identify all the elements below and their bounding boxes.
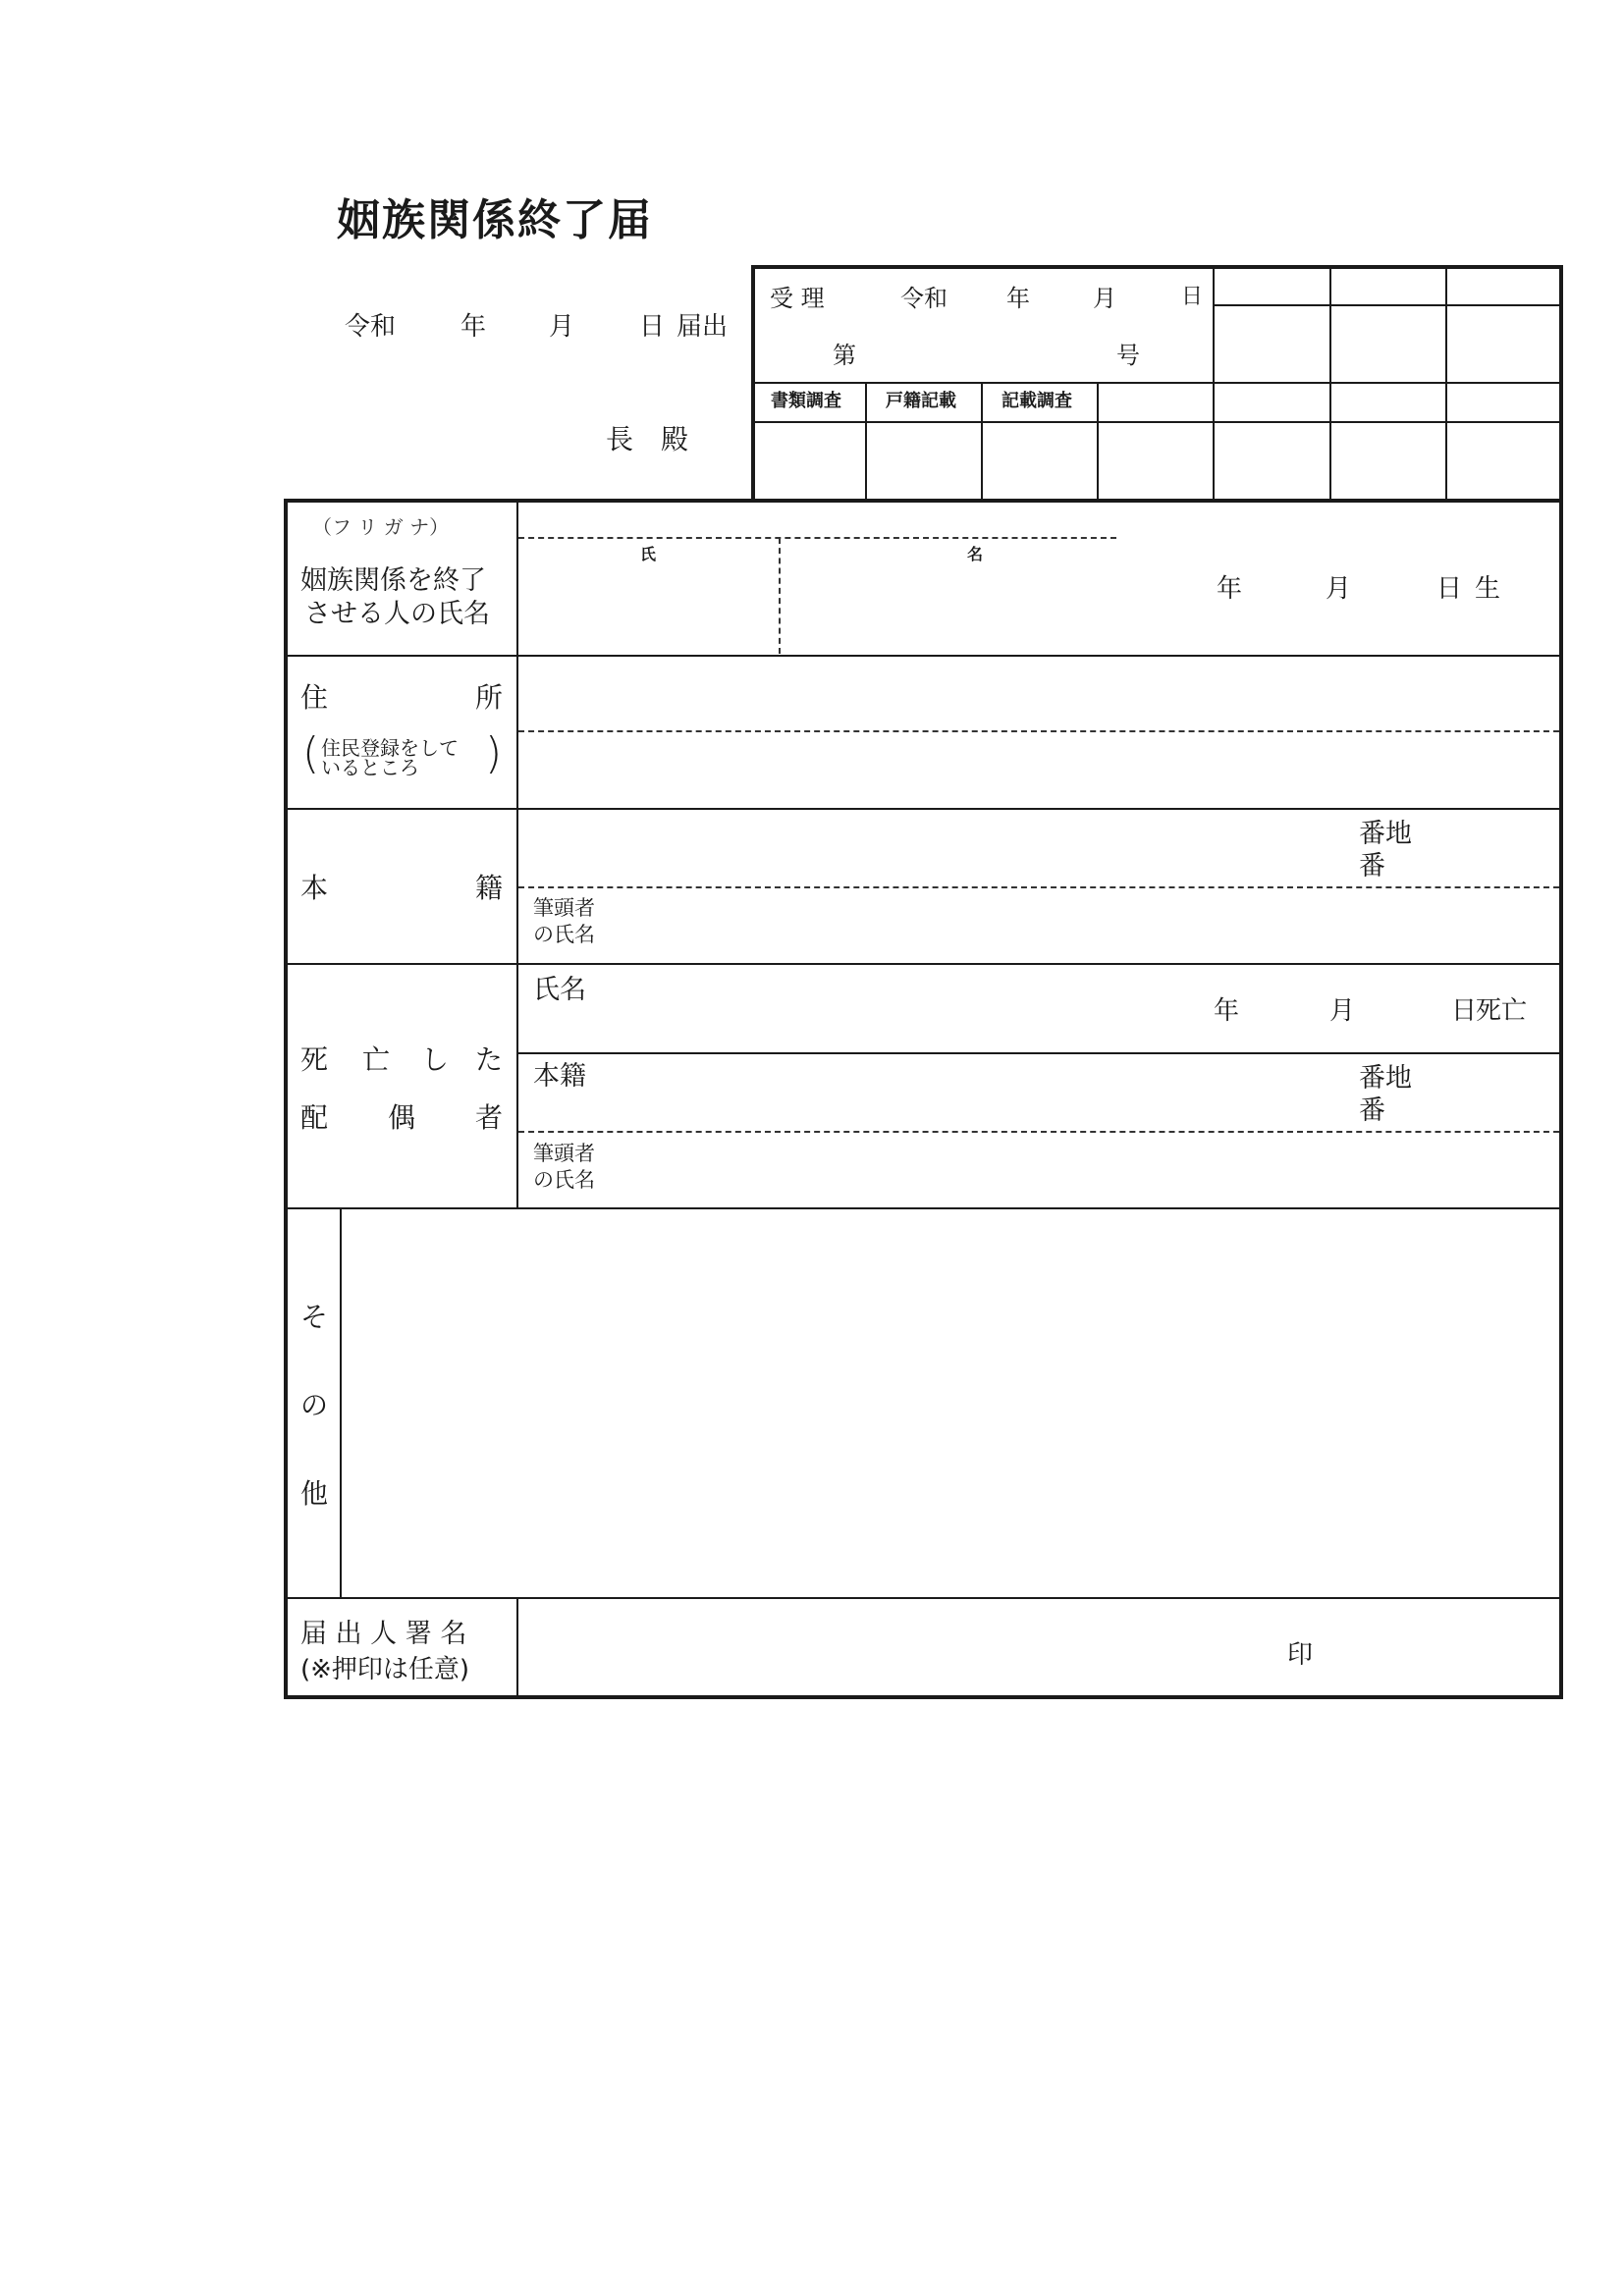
filing-era: 令和	[345, 312, 397, 342]
received-number-suffix: 号	[1116, 342, 1140, 369]
received-day-label: 日	[1181, 285, 1204, 309]
address-sub-line2: いるところ	[321, 756, 419, 779]
seal-mark: 印	[1287, 1640, 1314, 1670]
birth-suffix: 生	[1475, 574, 1501, 604]
signature-label-line2: (※押印は任意)	[300, 1655, 470, 1684]
address-label-left: 住	[300, 681, 329, 714]
address-input-line1[interactable]	[520, 658, 1556, 728]
person-name-label-line1: 姻族関係を終了	[300, 565, 486, 596]
check-col-registry-entry: 戸籍記載	[886, 391, 956, 411]
birth-day-label: 日	[1436, 574, 1463, 604]
other-notes-textarea[interactable]	[344, 1210, 1556, 1595]
spouse-label-char: 配	[300, 1101, 329, 1134]
filing-month-label: 月	[549, 312, 575, 342]
surname-label: 氏	[640, 545, 657, 563]
signature-input[interactable]	[520, 1600, 1286, 1694]
spouse-name-input[interactable]	[520, 1006, 1208, 1050]
spouse-banchi-line1: 番地	[1359, 1063, 1412, 1094]
spouse-banchi-number-input[interactable]	[1419, 1055, 1556, 1129]
given-name-input[interactable]	[783, 565, 1116, 652]
death-date-year-input[interactable]	[1129, 987, 1213, 1036]
spouse-label-char: た	[475, 1043, 504, 1076]
check-cell-entry-review[interactable]	[983, 423, 1096, 498]
received-year-label: 年	[1006, 285, 1030, 312]
signature-label-line1: 届 出 人 署 名	[300, 1619, 467, 1649]
check-cell-document-review[interactable]	[754, 423, 864, 498]
address-sub-line1: 住民登録をして	[321, 736, 459, 760]
check-cell-registry-entry[interactable]	[867, 423, 980, 498]
given-name-label: 名	[967, 545, 984, 563]
honseki-head-label-line1: 筆頭者	[533, 896, 595, 920]
filing-year-input[interactable]	[403, 306, 457, 346]
other-label-char: の	[300, 1389, 329, 1421]
birth-year-input[interactable]	[1129, 564, 1227, 614]
spouse-label-char: 者	[475, 1101, 504, 1134]
death-year-label: 年	[1214, 996, 1240, 1026]
other-label-char: 他	[300, 1477, 329, 1510]
spouse-label-char: 偶	[388, 1101, 416, 1134]
spouse-label-char: 亡	[362, 1043, 391, 1076]
death-suffix: 死亡	[1476, 996, 1528, 1026]
birth-month-label: 月	[1326, 574, 1352, 604]
spouse-head-name-input[interactable]	[609, 1134, 1556, 1204]
filing-day-label: 日	[639, 312, 666, 342]
municipality-input[interactable]	[334, 417, 599, 461]
death-month-label: 月	[1329, 996, 1356, 1026]
honseki-banchi-line1: 番地	[1359, 819, 1412, 849]
spouse-head-label-line1: 筆頭者	[533, 1142, 595, 1165]
address-label-right: 所	[475, 681, 504, 714]
spouse-head-label-line2: の氏名	[533, 1168, 595, 1192]
received-era: 令和	[900, 285, 947, 312]
death-day-label: 日	[1451, 996, 1478, 1026]
honseki-banchi-number-input[interactable]	[1419, 811, 1556, 884]
addressee-honorific: 殿	[661, 423, 689, 455]
check-col-document-review: 書類調査	[771, 391, 841, 411]
furigana-input[interactable]	[520, 503, 1114, 535]
birth-year-label: 年	[1217, 574, 1243, 604]
received-month-label: 月	[1093, 285, 1116, 312]
furigana-label: （フ リ ガ ナ）	[312, 515, 450, 539]
address-paren-close: )	[485, 728, 503, 778]
spouse-banchi-line2: 番	[1359, 1095, 1385, 1126]
spouse-honseki-input[interactable]	[609, 1055, 1355, 1129]
address-paren-open: (	[302, 728, 320, 778]
received-number-prefix: 第	[833, 342, 856, 369]
honseki-label-right: 籍	[475, 872, 504, 904]
honseki-input[interactable]	[520, 811, 1365, 884]
filing-day-input[interactable]	[579, 306, 636, 346]
addressee-chief: 長	[606, 423, 634, 455]
filing-year-label: 年	[460, 312, 487, 342]
person-name-label-line2: させる人の氏名	[304, 599, 490, 629]
spouse-honseki-label: 本籍	[533, 1061, 586, 1092]
check-col-entry-review: 記載調査	[1001, 391, 1072, 411]
spouse-label-char: 死	[300, 1043, 329, 1076]
received-label: 受 理	[770, 285, 825, 312]
honseki-head-name-input[interactable]	[609, 889, 1556, 960]
form-title: 姻族関係終了届	[337, 195, 653, 245]
address-input-line2[interactable]	[520, 733, 1556, 805]
spouse-name-label: 氏名	[533, 975, 586, 1005]
honseki-head-label-line2: の氏名	[533, 923, 595, 946]
honseki-banchi-line2: 番	[1359, 851, 1385, 881]
filing-month-input[interactable]	[491, 306, 545, 346]
filing-suffix: 届出	[677, 312, 729, 342]
honseki-label-left: 本	[300, 872, 329, 904]
spouse-label-char: し	[421, 1043, 450, 1076]
surname-input[interactable]	[520, 565, 776, 652]
other-label-char: そ	[300, 1301, 329, 1333]
